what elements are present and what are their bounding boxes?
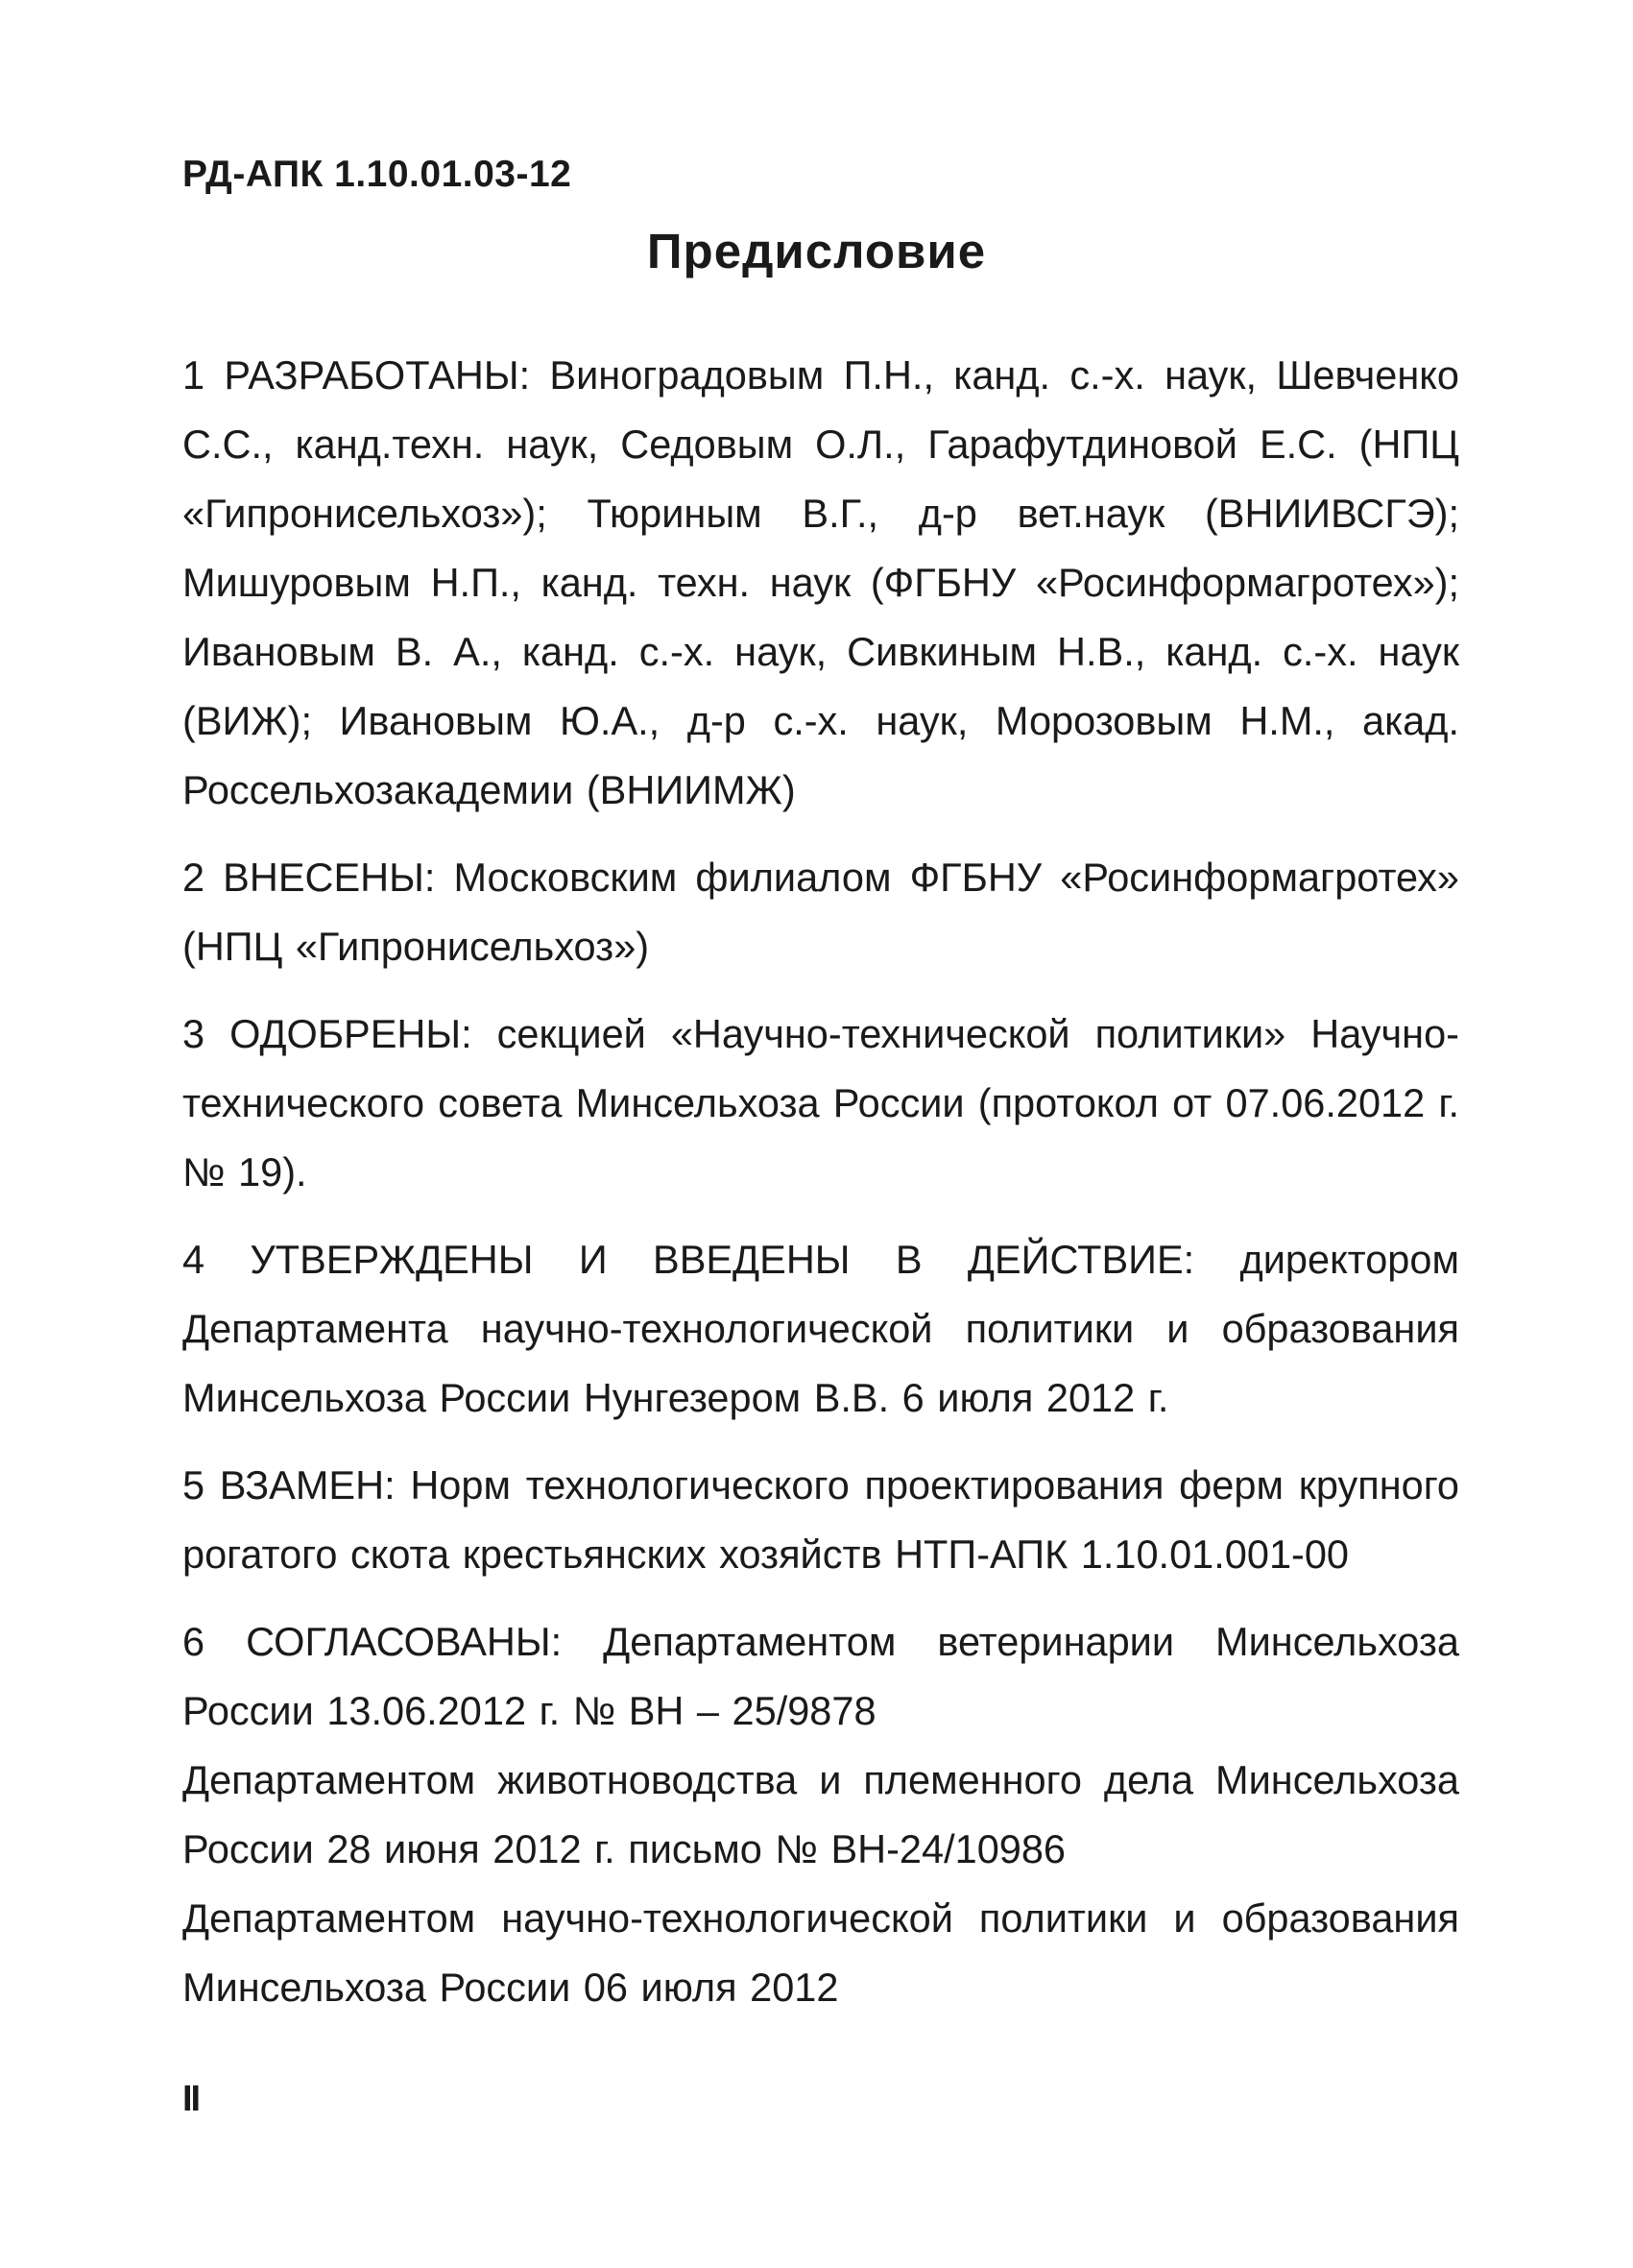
preface-body [182,341,1459,2022]
paragraph-agreed: 6 СОГЛАСОВАНЫ: Департаментом ветеринарии Минсельхоза России 13.06.2012 г. № ВН – 25/9878 [182,1619,1459,1733]
document-code: РД-АПК 1.10.01.03-12 [182,154,572,195]
paragraph-replaces: 5 ВЗАМЕН: Норм технологического проектирования ферм крупного рогатого скота крестьянских хозяйств НТП-АПК 1.10.01.001-00 [182,1462,1459,1577]
paragraph-approved: 3 ОДОБРЕНЫ: секцией «Научно-технической политики» Научно-технического совета Минсельхоза России (протокол от 07.06.2012 г. № 19). [182,1011,1459,1194]
page-title: Предисловие [646,224,987,278]
paragraph-enacted: 4 УТВЕРЖДЕНЫ И ВВЕДЕНЫ В ДЕЙСТВИЕ: директором Департамента научно-технологической политики и образования Минсельхоза России Нунгезером В.В. 6 июля 2012 г. [182,1237,1459,1420]
paragraph-agreed-livestock: Департаментом животноводства и племенного дела Минсельхоза России 28 июня 2012 г. письмо № ВН-24/10986 [182,1757,1459,1871]
paragraph-submitted: 2 ВНЕСЕНЫ: Московским филиалом ФГБНУ «Росинформагротех» (НПЦ «Гипронисельхоз») [182,855,1459,969]
paragraph-developers: 1 РАЗРАБОТАНЫ: Виноградовым П.Н., канд. с.-х. наук, Шевченко С.С., канд.техн. наук, Седовым О.Л., Гарафутдиновой Е.С. (НПЦ «Гипронисельхоз»); Тюриным В.Г., д-р вет.наук (ВНИИВСГЭ); Мишуровым Н.П., канд. техн. наук (ФГБНУ «Росинформагротех»); Ивановым В. А., канд. с.-х. наук, Сивкиным Н.В., канд. с.-х. наук (ВИЖ); Ивановым Ю.А., д-р с.-х. наук, Морозовым Н.М., акад. Россельхозакадемии (ВНИИМЖ) [182,352,1459,812]
page-number: II [182,2079,200,2119]
paragraph-agreed-science: Департаментом научно-технологической политики и образования Минсельхоза России 06 июля 2012 [182,1895,1459,2010]
